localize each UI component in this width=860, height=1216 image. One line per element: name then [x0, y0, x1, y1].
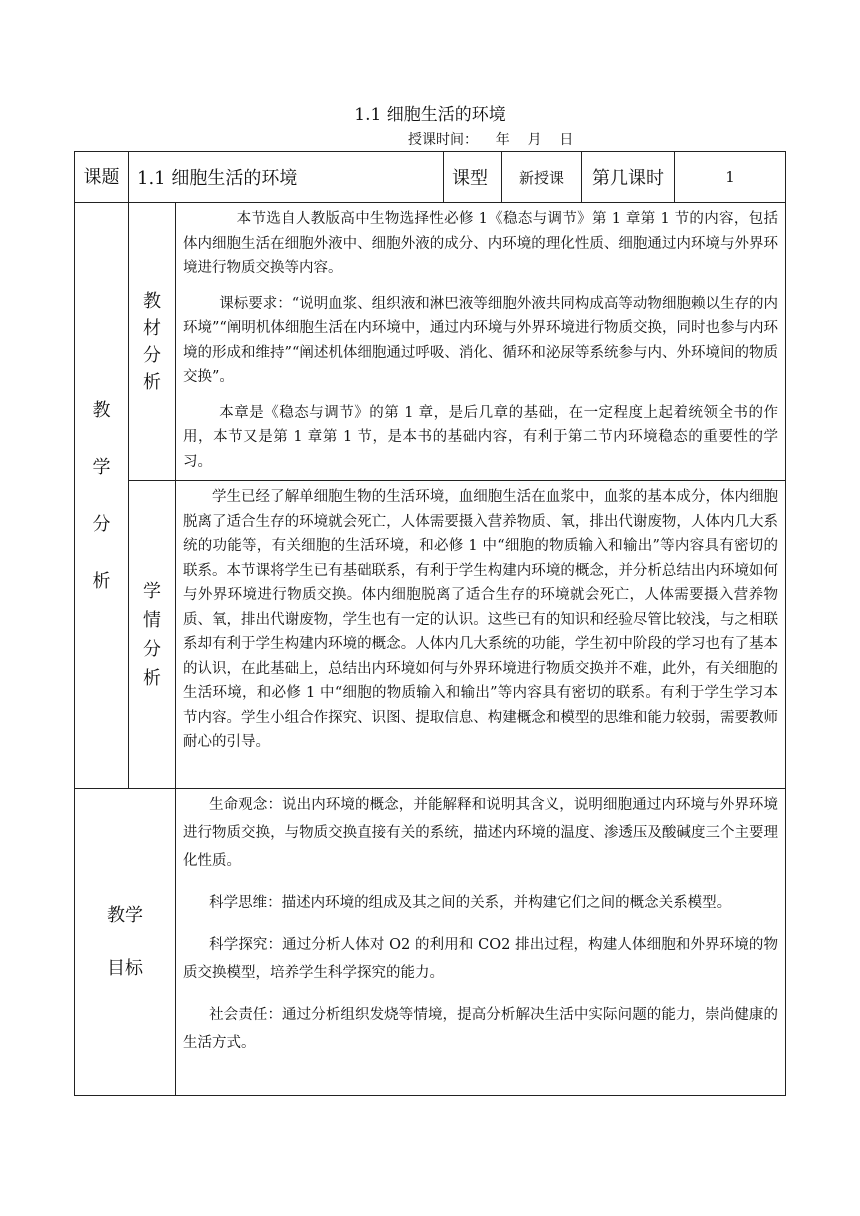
goal-paragraph: 生命观念：说出内环境的概念，并能解释和说明其含义，说明细胞通过内环境与外界环境进行物质交换，与物质交换直接有关的系统，描述内环境的温度、渗透压及酸碱度三个主要理化性质。: [183, 797, 779, 869]
type-value: 新授课: [502, 152, 582, 203]
topic-label: 课题: [83, 166, 120, 188]
goals-label-cell: [75, 789, 176, 1096]
type-label: 课型: [444, 152, 502, 203]
textbook-analysis-content: [176, 203, 786, 481]
goal-paragraph: 科学思维：描述内环境的组成及其之间的关系，并构建它们之间的概念关系模型。: [209, 895, 732, 911]
topic-label-cell: [75, 152, 129, 203]
goals-label-line1: 教学: [107, 904, 143, 926]
period-label: 第几课时: [582, 152, 675, 203]
student-analysis-content: [176, 481, 786, 789]
analysis-section-label: 教学分析: [92, 399, 111, 592]
topic-value: 1.1 细胞生活的环境: [129, 152, 444, 203]
textbook-analysis-label-cell: [129, 203, 176, 481]
goal-paragraph: 科学探究：通过分析人体对 O2 的利用和 CO2 排出过程，构建人体细胞和外界环境的物质交换模型，培养学生科学探究的能力。: [183, 937, 779, 981]
textbook-paragraph: 课标要求：“说明血浆、组织液和淋巴液等细胞外液共同构成高等动物细胞赖以生存的内环境”“阐明机体细胞生活在内环境中，通过内环境与外界环境进行物质交换，同时也参与内环境的形成和维持”“阐述机体细胞通过呼吸、消化、循环和泌尿等系统参与内、外环境间的物质交换”。: [183, 295, 779, 385]
student-analysis-label: 学情分析: [143, 580, 161, 689]
goal-paragraph: 社会责任：通过分析组织发烧等情境，提高分析解决生活中实际问题的能力，崇尚健康的生活方式。: [183, 1007, 779, 1051]
period-value: 1: [675, 152, 786, 203]
lesson-time: 授课时间： 年 月 日: [408, 132, 574, 148]
textbook-analysis-label: 教材分析: [143, 290, 161, 393]
textbook-paragraph: 本节选自人教版高中生物选择性必修 1《稳态与调节》第 1 章第 1 节的内容，包括体内细胞生活在细胞外液中、细胞外液的成分、内环境的理化性质、细胞通过内环境与外界环境进行物质交换等内容。: [183, 211, 779, 276]
goals-label-line2: 目标: [107, 957, 143, 979]
goals-content: [176, 789, 786, 1096]
lesson-plan-table: [74, 151, 786, 1096]
student-analysis-label-cell: [129, 481, 176, 789]
student-paragraph: 学生已经了解单细胞生物的生活环境，血细胞生活在血浆中，血浆的基本成分，体内细胞脱离了适合生存的环境就会死亡，人体需要摄入营养物质、氧，排出代谢废物，人体内几大系统的功能等，有关细胞的生活环境，和必修 1 中“细胞的物质输入和输出”等内容具有密切的联系。本节课将学生已有基础联系，有利于学生构建内环境的概念，并分析总结出内环境如何与外界环境进行物质交换。体内细胞脱离了适合生存的环境就会死亡，人体需要摄入营养物质、氧，排出代谢废物，学生也有一定的认识。这些已有的知识和经验尽管比较浅，与之相联系却有利于学生构建内环境的概念。人体内几大系统的功能，学生初中阶段的学习也有了基本的认识，在此基础上，总结出内环境如何与外界环境进行物质交换并不难，此外，有关细胞的生活环境，和必修 1 中“细胞的物质输入和输出”等内容具有密切的联系。有利于学生学习本节内容。学生小组合作探究、识图、提取信息、构建概念和模型的思维和能力较弱，需要教师耐心的引导。: [183, 489, 779, 750]
analysis-section-label-cell: [75, 203, 129, 789]
page-title: 1.1 细胞生活的环境: [354, 105, 506, 125]
textbook-paragraph: 本章是《稳态与调节》的第 1 章，是后几章的基础，在一定程度上起着统领全书的作用，本节又是第 1 章第 1 节，是本书的基础内容，有利于第二节内环境稳态的重要性的学习。: [183, 404, 779, 470]
